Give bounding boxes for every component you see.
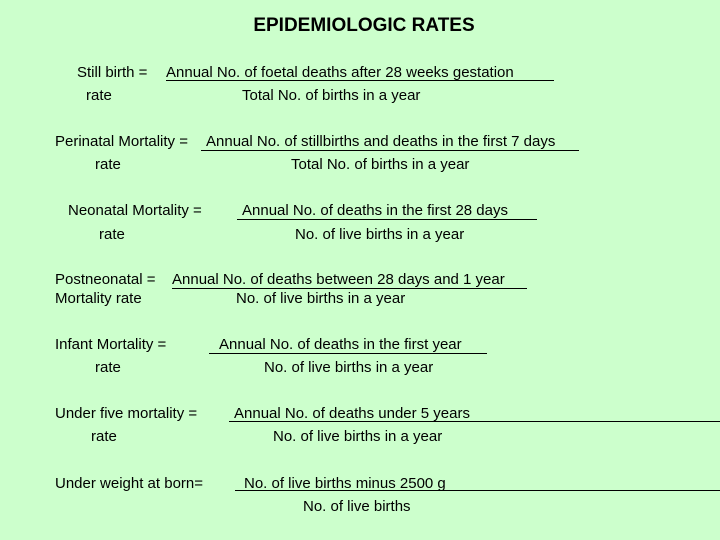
postneonatal-name-line1: Postneonatal = <box>55 271 156 288</box>
infant-denominator: No. of live births in a year <box>264 359 434 376</box>
neonatal-numerator: Annual No. of deaths in the first 28 days <box>242 202 508 219</box>
stillbirth-name-line1: Still birth = <box>77 64 148 81</box>
underfive-numerator: Annual No. of deaths under 5 years <box>234 405 470 422</box>
perinatal-denominator: Total No. of births in a year <box>291 156 470 173</box>
perinatal-fraction-bar <box>201 150 579 151</box>
postneonatal-fraction-bar <box>172 288 527 289</box>
underfive-name-line1: Under five mortality = <box>55 405 198 422</box>
slide-title: EPIDEMIOLOGIC RATES <box>253 15 475 36</box>
perinatal-numerator: Annual No. of stillbirths and deaths in the first 7 days <box>206 133 556 150</box>
underfive-name-line2: rate <box>91 428 117 445</box>
neonatal-fraction-bar <box>237 219 537 220</box>
stillbirth-numerator: Annual No. of foetal deaths after 28 weeks gestation <box>166 64 514 81</box>
infant-fraction-bar <box>209 353 487 354</box>
infant-name-line1: Infant Mortality = <box>55 336 167 353</box>
neonatal-name-line2: rate <box>99 226 125 243</box>
stillbirth-denominator: Total No. of births in a year <box>242 87 421 104</box>
underfive-denominator: No. of live births in a year <box>273 428 443 445</box>
underweight-numerator: No. of live births minus 2500 g <box>244 475 446 492</box>
stillbirth-fraction-bar <box>166 80 554 81</box>
infant-numerator: Annual No. of deaths in the first year <box>219 336 462 353</box>
underfive-fraction-bar <box>229 421 720 422</box>
underweight-denominator: No. of live births <box>303 498 411 515</box>
perinatal-name-line2: rate <box>95 156 121 173</box>
postneonatal-denominator: No. of live births in a year <box>236 290 406 307</box>
stillbirth-name-line2: rate <box>86 87 112 104</box>
underweight-fraction-bar <box>235 490 720 491</box>
perinatal-name-line1: Perinatal Mortality = <box>55 133 188 150</box>
neonatal-denominator: No. of live births in a year <box>295 226 465 243</box>
postneonatal-numerator: Annual No. of deaths between 28 days and 1 year <box>172 271 505 288</box>
postneonatal-name-line2: Mortality rate <box>55 290 142 307</box>
infant-name-line2: rate <box>95 359 121 376</box>
neonatal-name-line1: Neonatal Mortality = <box>68 202 202 219</box>
underweight-name-line1: Under weight at born= <box>55 475 204 492</box>
